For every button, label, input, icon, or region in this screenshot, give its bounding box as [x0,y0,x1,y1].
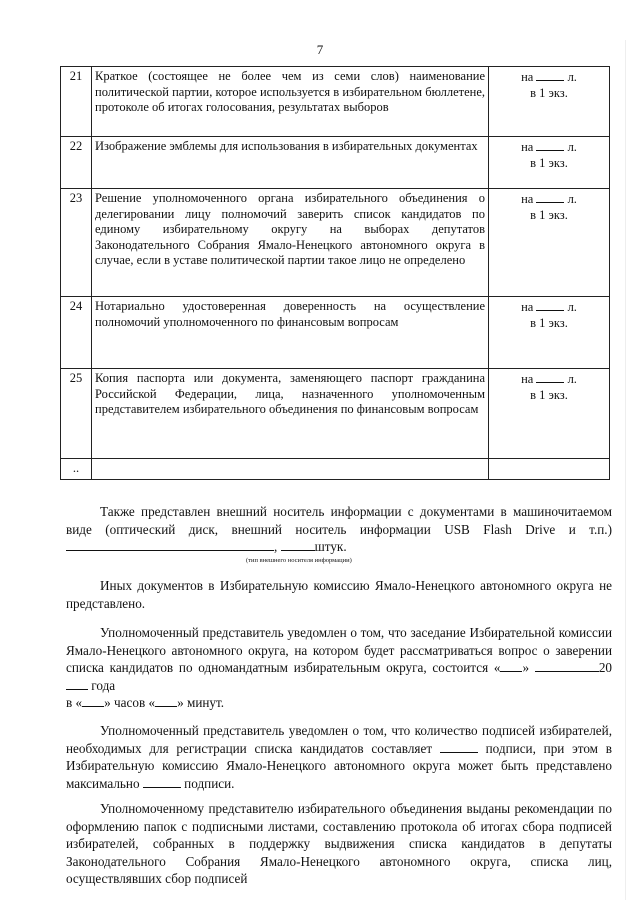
table-row [61,369,610,459]
row-description: Изображение эмблемы для использования в избирательных документах [92,137,489,189]
row-description: Краткое (состоящее не более чем из семи слов) наименование политической партии, которое используется в избирательном бюллетене, протоколе об итогах голосования, результатах выборов [92,67,489,137]
row-description: Копия паспорта или документа, заменяющего паспорт гражданина Российской Федерации, лица, назначенного уполномоченным представителем избирательного объединения по финансовым вопросам [92,369,489,459]
row-quantity: на л. в 1 экз. [489,297,610,369]
row-number: .. [61,459,92,480]
meeting-paragraph: Уполномоченный представитель уведомлен о том, что заседание Избирательной комиссии Ямало-Ненецкого автономного округа, на котором будет рассматриваться вопрос о заверении списка кандидатов по одномандатным избирательным округа, состоится « » 20 года в « » часов « » минут. [66,625,613,711]
meeting-hours-field [82,694,104,707]
sheets-blank [536,371,564,383]
page-number: 7 [316,42,324,57]
row-quantity [489,459,610,480]
sheets-blank [536,69,564,81]
table-row [61,459,610,480]
recommendations-paragraph: Уполномоченному представителю избирательного объединения выданы рекомендации по оформлению папок с подписными листами, составлению протокола об итогах сбора подписей избирателей, собранных в поддержку выдвижения списка кандидатов в депутаты Законодательного Собрания Ямало-Ненецкого автономного округа, списка лиц, осуществлявших сбор подписей [66,801,612,887]
table-row [61,67,610,137]
copies-label: в 1 экз. [530,387,568,402]
copies-label: в 1 экз. [530,207,568,222]
no-other-docs-paragraph: Иных документов в Избирательную комиссию Ямало-Ненецкого автономного округа не представлено. [66,578,612,611]
row-number: 24 [61,297,92,369]
sheets-blank [536,191,564,203]
signatures-paragraph: Уполномоченный представитель уведомлен о том, что количество подписей избирателей, необходимых для регистрации списка кандидатов составляет подписи, при этом в Избирательную комиссию Ямало-Ненецкого автономного округа может быть представлено максимально подписи. [66,723,612,791]
meeting-minutes-field [155,694,177,707]
row-quantity: на л. в 1 экз. [489,189,610,297]
row-number: 25 [61,369,92,459]
copies-label: в 1 экз. [530,85,568,100]
table-row [61,137,610,189]
meeting-year-field [66,677,88,690]
max-signatures-field [143,775,181,788]
media-count-field [281,538,315,551]
margin-mark [625,40,626,900]
documents-table [60,66,610,480]
row-description [92,459,489,480]
copies-label: в 1 экз. [530,315,568,330]
sheets-blank [536,299,564,311]
required-signatures-field [440,740,478,753]
table-row [61,297,610,369]
row-number: 21 [61,67,92,137]
copies-label: в 1 экз. [530,155,568,170]
row-number: 23 [61,189,92,297]
meeting-month-field [535,659,599,672]
media-type-caption: (тип внешнего носителя информации) [246,557,352,564]
row-quantity: на л. в 1 экз. [489,137,610,189]
sheets-blank [536,139,564,151]
row-description: Решение уполномоченного органа избирательного объединения о делегировании лицу полномочий заверить список кандидатов по единому избирательному округу на выборах депутатов Законодательного Собрания Ямало-Ненецкого автономного округа в случае, если в уставе политической партии такое лицо не определено [92,189,489,297]
row-number: 22 [61,137,92,189]
row-quantity: на л. в 1 экз. [489,67,610,137]
row-description: Нотариально удостоверенная доверенность на осуществление полномочий уполномоченного по финансовым вопросам [92,297,489,369]
media-paragraph: Также представлен внешний носитель информации с документами в машиночитаемом виде (оптический диск, внешний носитель информации USB Flash Drive и т.п.) , штук. [66,504,612,555]
meeting-day-field [500,659,522,672]
row-quantity: на л. в 1 экз. [489,369,610,459]
media-type-field [66,538,274,551]
table-row [61,189,610,297]
